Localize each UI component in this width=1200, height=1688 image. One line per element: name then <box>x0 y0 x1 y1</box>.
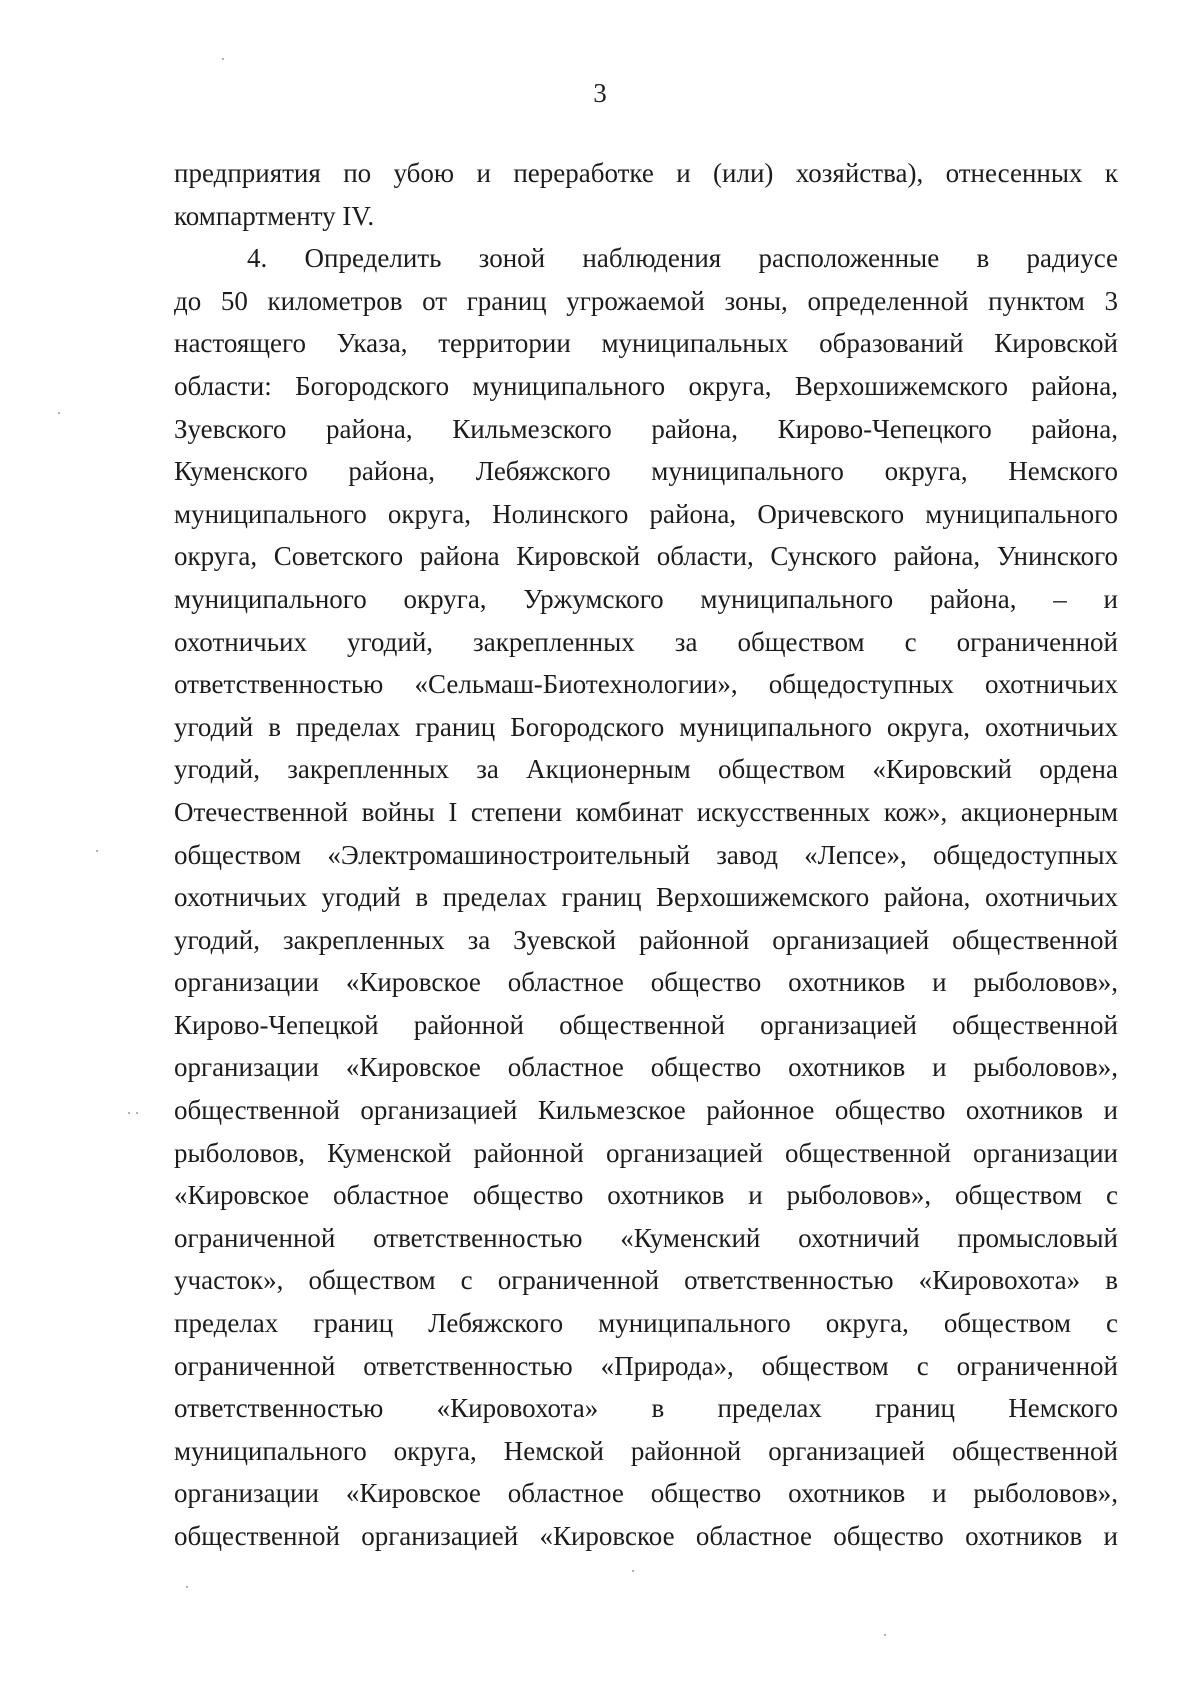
text-line: пределах границ Лебяжского муниципального округа, обществом с <box>174 1308 1118 1339</box>
text-line: округа, Советского района Кировской области, Сунского района, Унинского <box>174 541 1118 572</box>
text-line: ответственностью «Сельмаш-Биотехнологии», общедоступных охотничьих <box>174 669 1118 700</box>
text-line: организации «Кировское областное общество охотников и рыболовов», <box>174 1052 1118 1083</box>
text-line: Куменского района, Лебяжского муниципального округа, Немского <box>174 456 1118 487</box>
text-line: участок», обществом с ограниченной ответственностью «Кировохота» в <box>174 1265 1118 1296</box>
text-line: «Кировское областное общество охотников и рыболовов», обществом с <box>174 1180 1118 1211</box>
text-line: компартменту IV. <box>174 200 375 231</box>
text-line: настоящего Указа, территории муниципальных образований Кировской <box>174 328 1118 359</box>
text-line: до 50 километров от границ угрожаемой зоны, определенной пунктом 3 <box>174 285 1118 316</box>
scan-speck <box>58 412 60 414</box>
text-line: общественной организацией «Кировское областное общество охотников и <box>174 1521 1118 1551</box>
text-line: области: Богородского муниципального округа, Верхошижемского района, <box>174 370 1118 401</box>
text-line: Зуевского района, Кильмезского района, Кирово-Чепецкого района, <box>174 413 1118 444</box>
text-line: организации «Кировское областное общество охотников и рыболовов», <box>174 967 1118 998</box>
text-line: Кирово-Чепецкой районной общественной организацией общественной <box>174 1009 1118 1040</box>
scan-speck <box>632 1570 634 1572</box>
text-line: обществом «Электромашиностроительный завод «Лепсе», общедоступных <box>174 839 1118 870</box>
scan-speck <box>136 1112 138 1114</box>
text-line: охотничьих угодий в пределах границ Верхошижемского района, охотничьих <box>174 882 1118 913</box>
text-line: угодий, закрепленных за Акционерным обществом «Кировский ордена <box>174 754 1118 785</box>
scan-speck <box>222 58 224 60</box>
page-number: 3 <box>593 78 607 108</box>
text-line: муниципального округа, Уржумского муниципального района, – и <box>174 583 1118 614</box>
text-line: угодий, закрепленных за Зуевской районной организацией общественной <box>174 924 1118 955</box>
scan-speck <box>186 1586 188 1588</box>
text-line: ограниченной ответственностью «Куменский охотничий промысловый <box>174 1222 1118 1253</box>
text-line: предприятия по убою и переработке и (или) хозяйства), отнесенных к <box>174 158 1118 188</box>
text-line: охотничьих угодий, закрепленных за обществом с ограниченной <box>174 626 1118 657</box>
text-line: Отечественной войны I степени комбинат искусственных кож», акционерным <box>174 796 1118 827</box>
scan-speck <box>884 1634 886 1636</box>
text-line: рыболовов, Куменской районной организацией общественной организации <box>174 1137 1118 1168</box>
text-line: общественной организацией Кильмезское районное общество охотников и <box>174 1095 1118 1126</box>
text-line: ответственностью «Кировохота» в пределах границ Немского <box>174 1393 1118 1424</box>
scan-speck <box>96 850 98 852</box>
text-line: муниципального округа, Немской районной организацией общественной <box>174 1435 1118 1466</box>
text-line: угодий в пределах границ Богородского муниципального округа, охотничьих <box>174 711 1118 742</box>
text-line: ограниченной ответственностью «Природа», обществом с ограниченной <box>174 1350 1118 1381</box>
scan-speck <box>128 1112 130 1114</box>
text-line: муниципального округа, Нолинского района, Оричевского муниципального <box>174 498 1118 529</box>
text-line: 4. Определить зоной наблюдения расположенные в радиусе <box>247 243 1118 274</box>
text-line: организации «Кировское областное общество охотников и рыболовов», <box>174 1478 1118 1509</box>
body-text <box>174 152 1118 1558</box>
